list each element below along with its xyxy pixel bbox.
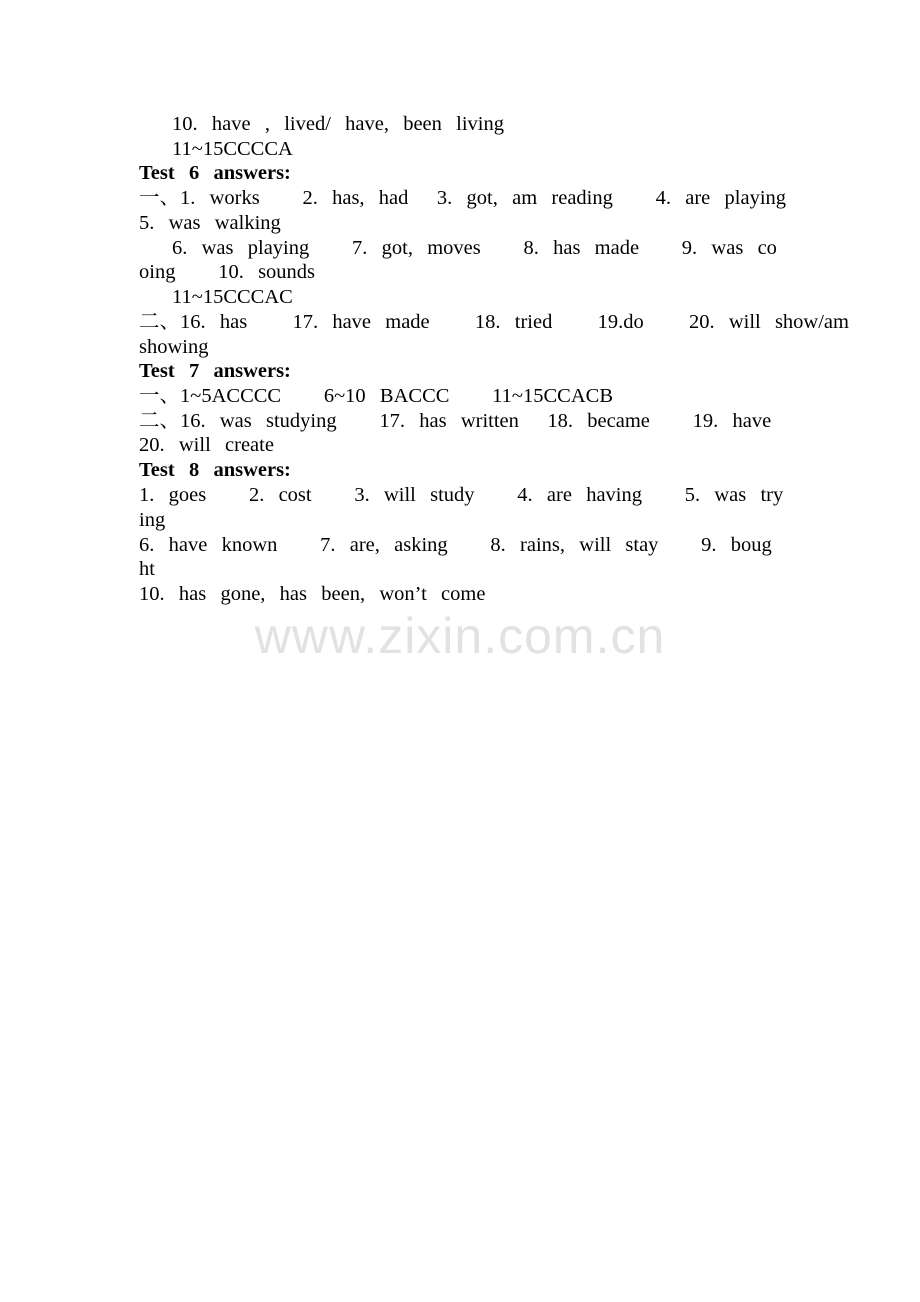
text-line: ing xyxy=(139,509,166,531)
text-segment: 18. tried xyxy=(474,311,553,333)
section-heading: Test 6 answers: xyxy=(139,162,291,184)
text-segment: 二、16. has xyxy=(139,311,248,333)
text-segment: 20. will show/am xyxy=(688,311,849,333)
text-line: 6. have known 7. are, asking 8. rains, will stay 9. boug xyxy=(139,534,772,556)
text-line: 10. have , lived/ have, been living xyxy=(172,113,504,135)
text-line: 10. has gone, has been, won’t come xyxy=(139,583,486,605)
text-line: showing xyxy=(139,336,209,358)
text-line: oing 10. sounds xyxy=(139,261,316,283)
text-segment: 19.do xyxy=(597,311,644,333)
text-line xyxy=(139,310,849,334)
text-line: 11~15CCCCA xyxy=(172,138,293,160)
text-line: 一、1. works 2. has, had 3. got, am reading 4. are playing xyxy=(139,187,787,209)
text-line: 20. will create xyxy=(139,434,274,456)
text-line: 5. was walking xyxy=(139,212,281,234)
text-line: 6. was playing 7. got, moves 8. has made 9. was co xyxy=(172,237,777,259)
watermark: www.zixin.com.cn xyxy=(254,608,666,664)
text-line: ht xyxy=(139,558,155,580)
text-line: 1. goes 2. cost 3. will study 4. are having 5. was try xyxy=(139,484,784,506)
section-heading: Test 7 answers: xyxy=(139,360,291,382)
text-line: 一、1~5ACCCC 6~10 BACCC 11~15CCACB xyxy=(139,385,614,407)
text-line: 11~15CCCAC xyxy=(172,286,293,308)
section-heading: Test 8 answers: xyxy=(139,459,291,481)
text-line: 二、16. was studying 17. has written 18. became 19. have xyxy=(139,410,772,432)
text-segment: 17. have made xyxy=(292,311,430,333)
